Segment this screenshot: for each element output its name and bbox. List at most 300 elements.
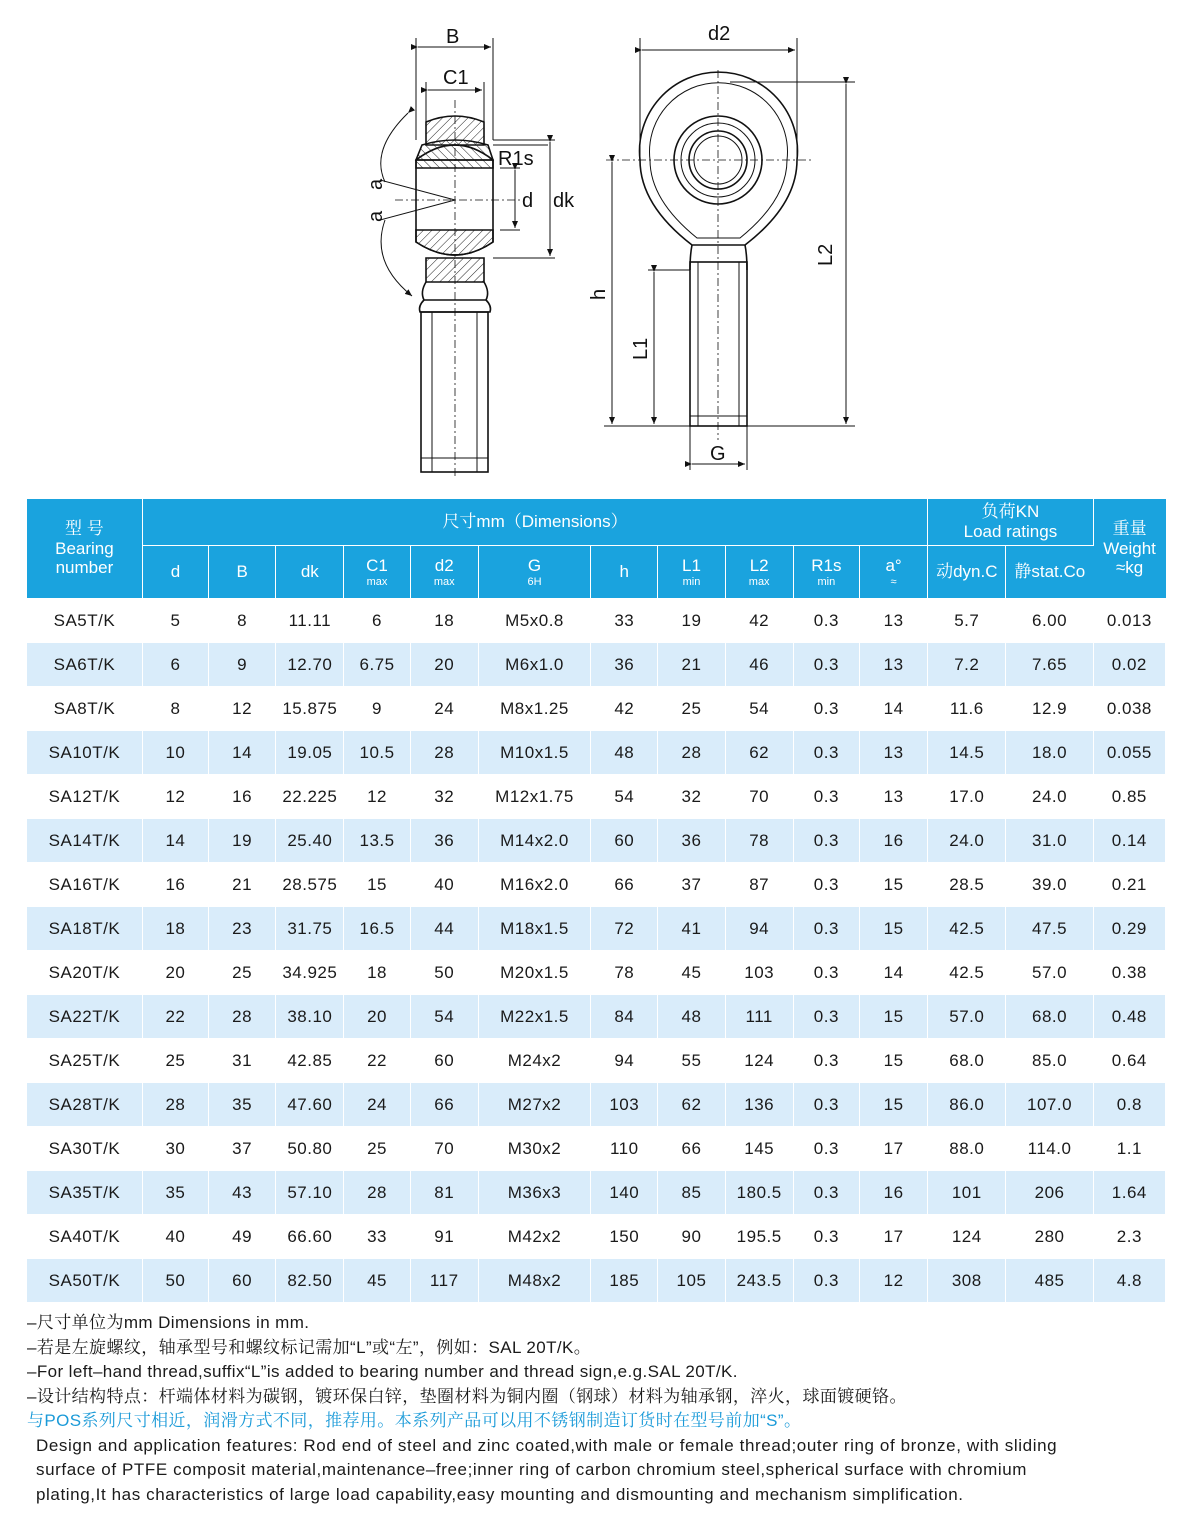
table-cell: 37 [658,863,725,907]
header-col-label: B [236,562,248,582]
table-cell: 13 [859,775,927,819]
cell-model: SA5T/K [27,599,142,643]
table-cell: 0.055 [1093,731,1165,775]
table-cell: 0.013 [1093,599,1165,643]
table-cell: 14 [859,687,927,731]
table-cell: 145 [725,1127,793,1171]
table-cell: 105 [658,1259,725,1303]
table-cell: 45 [344,1259,410,1303]
table-cell: 12 [859,1259,927,1303]
table-cell: M48x2 [478,1259,590,1303]
cell-model: SA35T/K [27,1171,142,1215]
table-cell: 10.5 [344,731,410,775]
header-col-sub: 6H [527,575,542,588]
header-col-5 [478,546,590,599]
table-cell: 94 [725,907,793,951]
table-cell: 101 [928,1171,1006,1215]
table-cell: 34.925 [276,951,344,995]
table-cell: 10 [142,731,208,775]
table-cell: 50.80 [276,1127,344,1171]
table-cell: 111 [725,995,793,1039]
table-cell: 107.0 [1006,1083,1093,1127]
table-cell: 0.14 [1093,819,1165,863]
table-cell: 4.8 [1093,1259,1165,1303]
table-cell: 37 [209,1127,276,1171]
table-cell: 23 [209,907,276,951]
table-cell: 85.0 [1006,1039,1093,1083]
table-cell: 66 [410,1083,478,1127]
technical-drawing [0,0,1200,490]
table-cell: 17 [859,1215,927,1259]
table-cell: 24 [344,1083,410,1127]
table-cell: 140 [591,1171,658,1215]
table-cell: 11.11 [276,599,344,643]
table-cell: 81 [410,1171,478,1215]
table-cell: 40 [142,1215,208,1259]
table-cell: 24.0 [1006,775,1093,819]
note-pos-series: 与POS系列尺寸相近，润滑方式不同，推荐用。本系列产品可以用不锈钢制造订货时在型号前加“S”。 [27,1411,802,1430]
table-cell: 17.0 [928,775,1006,819]
table-cell: 50 [142,1259,208,1303]
cell-model: SA50T/K [27,1259,142,1303]
table-cell: M42x2 [478,1215,590,1259]
table-cell: 25 [658,687,725,731]
table-cell: 39.0 [1006,863,1093,907]
table-cell: 70 [410,1127,478,1171]
note-design-en-3: plating,It has characteristics of large load capability,easy mounting and dismounting and mechanism simplification. [36,1484,964,1504]
table-cell: 57.0 [928,995,1006,1039]
table-cell: 62 [725,731,793,775]
table-cell: 5 [142,599,208,643]
label-L1: L1 [630,337,652,360]
label-d: d [522,190,534,212]
cell-model: SA18T/K [27,907,142,951]
table-cell: 124 [725,1039,793,1083]
table-row [27,819,1166,863]
label-h: h [588,288,610,300]
table-cell: 42.85 [276,1039,344,1083]
table-row [27,995,1166,1039]
table-cell: 6.75 [344,643,410,687]
header-col-label: L2 [749,556,769,576]
table-row [27,643,1166,687]
side-section-view [380,38,555,478]
table-cell: M18x1.5 [478,907,590,951]
table-cell: 84 [591,995,658,1039]
table-cell: 15 [859,863,927,907]
label-d2: d2 [708,23,731,45]
table-cell: 91 [410,1215,478,1259]
table-cell: 48 [658,995,725,1039]
table-cell: 17 [859,1127,927,1171]
table-cell: 12.9 [1006,687,1093,731]
note-left-hand-cn: –若是左旋螺纹，轴承型号和螺纹标记需加“L”或“左”，例如：SAL 20T/K。 [27,1337,592,1357]
note-design-en-1: Design and application features: Rod end of steel and zinc coated,with male or female thread;outer ring of bronze, with sliding [36,1435,1058,1455]
table-cell: 16.5 [344,907,410,951]
label-L2: L2 [815,243,837,266]
header-col-2 [276,546,344,599]
note-design-en-2: surface of PTFE composit material,maintenance–free;inner ring of carbon chromium steel,spherical surface with chromium [36,1460,1028,1479]
table-cell: 36 [591,643,658,687]
table-cell: 68.0 [928,1039,1006,1083]
notes-section [27,1311,1177,1507]
table-row [27,907,1166,951]
table-cell: 18 [344,951,410,995]
table-cell: 40 [410,863,478,907]
header-col-label: a° [885,556,902,576]
table-cell: 18.0 [1006,731,1093,775]
header-model [27,499,142,599]
table-row [27,599,1166,643]
cell-model: SA8T/K [27,687,142,731]
table-row [27,1171,1166,1215]
table-cell: 20 [344,995,410,1039]
table-cell: 0.3 [793,1171,859,1215]
table-cell: 25 [142,1039,208,1083]
table-cell: 32 [410,775,478,819]
table-cell: 44 [410,907,478,951]
table-cell: 308 [928,1259,1006,1303]
header-col-label: R1s [811,556,842,576]
table-cell: 0.038 [1093,687,1165,731]
table-cell: 60 [591,819,658,863]
table-cell: 19.05 [276,731,344,775]
table-body [27,599,1166,1303]
table-cell: 35 [142,1171,208,1215]
header-col-10 [859,546,927,599]
table-cell: 15 [859,1039,927,1083]
label-G: G [710,443,726,465]
cell-model: SA6T/K [27,643,142,687]
table-cell: 60 [410,1039,478,1083]
table-cell: 15 [344,863,410,907]
table-cell: 0.3 [793,687,859,731]
table-cell: 1.1 [1093,1127,1165,1171]
table-cell: 0.21 [1093,863,1165,907]
table-cell: 12 [209,687,276,731]
table-cell: 280 [1006,1215,1093,1259]
table-cell: 12 [142,775,208,819]
header-col-0 [142,546,208,599]
table-cell: 28 [209,995,276,1039]
table-cell: 47.60 [276,1083,344,1127]
table-cell: 16 [209,775,276,819]
table-cell: 485 [1006,1259,1093,1303]
table-cell: 22.225 [276,775,344,819]
table-cell: 6 [142,643,208,687]
table-cell: 20 [142,951,208,995]
table-cell: 0.38 [1093,951,1165,995]
header-col-1 [209,546,276,599]
table-cell: 82.50 [276,1259,344,1303]
header-col-sub: max [433,575,455,588]
header-col-sub: min [682,575,701,588]
table-cell: 0.3 [793,1127,859,1171]
table-cell: 57.10 [276,1171,344,1215]
table-cell: 42 [725,599,793,643]
front-view-labels [588,23,837,465]
table-cell: 72 [591,907,658,951]
label-dk: dk [553,190,575,212]
cell-model: SA22T/K [27,995,142,1039]
table-header-row-2 [27,546,1166,599]
table-cell: 78 [591,951,658,995]
header-col-sub: min [817,575,836,588]
table-cell: 33 [591,599,658,643]
table-cell: 206 [1006,1171,1093,1215]
header-model-en1: Bearing [55,538,114,558]
header-col-label: L1 [682,556,701,576]
table-cell: 0.48 [1093,995,1165,1039]
table-cell: 24 [410,687,478,731]
label-C1: C1 [443,67,469,89]
header-dimensions: 尺寸mm（Dimensions） [142,499,927,546]
header-load [928,499,1094,546]
table-cell: 14 [209,731,276,775]
table-cell: M36x3 [478,1171,590,1215]
table-cell: 9 [209,643,276,687]
table-cell: 110 [591,1127,658,1171]
header-col-label: d [170,562,181,582]
table-cell: 0.29 [1093,907,1165,951]
table-cell: 22 [142,995,208,1039]
table-cell: 36 [410,819,478,863]
table-cell: 66 [591,863,658,907]
table-cell: 12 [344,775,410,819]
table-cell: 13 [859,731,927,775]
table-cell: 13.5 [344,819,410,863]
header-col-7 [658,546,725,599]
table-cell: 180.5 [725,1171,793,1215]
header-col-9 [793,546,859,599]
table-cell: 41 [658,907,725,951]
table-cell: 103 [591,1083,658,1127]
cell-model: SA12T/K [27,775,142,819]
header-col-3 [344,546,410,599]
table-cell: M10x1.5 [478,731,590,775]
cell-model: SA16T/K [27,863,142,907]
table-cell: 36 [658,819,725,863]
table-cell: 13 [859,599,927,643]
table-cell: 86.0 [928,1083,1006,1127]
table-cell: 45 [658,951,725,995]
table-cell: 136 [725,1083,793,1127]
table-cell: 0.8 [1093,1083,1165,1127]
header-col-label: dk [300,562,319,582]
table-row [27,775,1166,819]
table-cell: 9 [344,687,410,731]
table-cell: 62 [658,1083,725,1127]
table-cell: 31 [209,1039,276,1083]
table-cell: 42.5 [928,907,1006,951]
cell-model: SA40T/K [27,1215,142,1259]
table-cell: M6x1.0 [478,643,590,687]
table-cell: 18 [410,599,478,643]
table-cell: 38.10 [276,995,344,1039]
table-cell: 13 [859,643,927,687]
table-cell: 50 [410,951,478,995]
table-cell: 0.3 [793,1039,859,1083]
table-cell: 15.875 [276,687,344,731]
table-cell: 7.65 [1006,643,1093,687]
table-cell: 14.5 [928,731,1006,775]
header-col-11 [928,546,1006,599]
table-cell: 124 [928,1215,1006,1259]
table-cell: 243.5 [725,1259,793,1303]
table-cell: 11.6 [928,687,1006,731]
table-cell: M8x1.25 [478,687,590,731]
table-cell: 33 [344,1215,410,1259]
header-col-label: h [619,562,629,582]
table-cell: 0.85 [1093,775,1165,819]
table-row [27,1127,1166,1171]
table-cell: 12.70 [276,643,344,687]
table-cell: 5.7 [928,599,1006,643]
note-left-hand-en: –For left–hand thread,suffix“L”is added to bearing number and thread sign,e.g.SAL 20T/K. [27,1362,738,1381]
header-load-cn: 负荷KN [981,502,1040,522]
table-cell: 0.3 [793,731,859,775]
table-cell: 35 [209,1083,276,1127]
table-cell: 1.64 [1093,1171,1165,1215]
header-col-label: 静stat.Co [1014,562,1086,582]
table-cell: 19 [209,819,276,863]
header-col-label: G [527,556,542,576]
cell-model: SA14T/K [27,819,142,863]
table-cell: 15 [859,995,927,1039]
table-cell: M30x2 [478,1127,590,1171]
table-cell: 21 [209,863,276,907]
table-cell: 31.75 [276,907,344,951]
table-row [27,1039,1166,1083]
table-cell: 0.3 [793,643,859,687]
table-cell: 90 [658,1215,725,1259]
header-col-6 [591,546,658,599]
table-cell: M5x0.8 [478,599,590,643]
table-cell: M12x1.75 [478,775,590,819]
table-cell: 103 [725,951,793,995]
table-cell: 28 [658,731,725,775]
table-cell: 24.0 [928,819,1006,863]
table-cell: 66 [658,1127,725,1171]
table-cell: 78 [725,819,793,863]
header-col-sub: ≈ [890,575,897,588]
table-cell: 46 [725,643,793,687]
table-cell: 28.575 [276,863,344,907]
table-cell: 6.00 [1006,599,1093,643]
label-a-upper: a [365,178,387,190]
table-cell: 0.3 [793,951,859,995]
note-design-cn: –设计结构特点：杆端体材料为碳钢，镀环保白锌，垫圈材料为铜内圈（钢球）材料为轴承钢，淬火，球面镀硬铬。 [27,1386,907,1406]
table-cell: 25 [344,1127,410,1171]
cell-model: SA30T/K [27,1127,142,1171]
table-cell: 25.40 [276,819,344,863]
label-R1s: R1s [498,148,534,170]
table-cell: 31.0 [1006,819,1093,863]
header-col-label: d2 [434,556,454,576]
header-col-sub: max [366,575,388,588]
header-col-label: 动dyn.C [936,562,998,582]
table-cell: 16 [859,1171,927,1215]
table-row [27,687,1166,731]
table-cell: 30 [142,1127,208,1171]
table-cell: 14 [859,951,927,995]
dimensions-table [27,499,1166,1303]
table-cell: 114.0 [1006,1127,1093,1171]
table-cell: 8 [142,687,208,731]
table-cell: 94 [591,1039,658,1083]
table-cell: 16 [859,819,927,863]
table-cell: 0.3 [793,599,859,643]
table-cell: 55 [658,1039,725,1083]
table-cell: 49 [209,1215,276,1259]
header-col-4 [410,546,478,599]
table-cell: 85 [658,1171,725,1215]
table-cell: 0.3 [793,1215,859,1259]
table-cell: 28 [142,1083,208,1127]
table-cell: 0.3 [793,907,859,951]
table-cell: 0.3 [793,775,859,819]
cell-model: SA25T/K [27,1039,142,1083]
table-header-row-1 [27,499,1166,546]
header-model-en2: number [55,558,114,578]
table-row [27,1259,1166,1303]
table-cell: 185 [591,1259,658,1303]
table-cell: 54 [591,775,658,819]
table-cell: 48 [591,731,658,775]
label-a-lower: a [365,210,387,222]
table-cell: M22x1.5 [478,995,590,1039]
table-cell: M16x2.0 [478,863,590,907]
header-load-en: Load ratings [963,522,1058,541]
table-cell: 0.3 [793,1259,859,1303]
table-cell: 18 [142,907,208,951]
table-cell: 68.0 [1006,995,1093,1039]
header-col-12 [1006,546,1093,599]
table-cell: 15 [859,1083,927,1127]
table-cell: 150 [591,1215,658,1259]
table-cell: 21 [658,643,725,687]
table-cell: M20x1.5 [478,951,590,995]
table-cell: 57.0 [1006,951,1093,995]
table-cell: 66.60 [276,1215,344,1259]
header-col-label: C1 [366,556,388,576]
table-cell: 195.5 [725,1215,793,1259]
table-cell: 28 [410,731,478,775]
table-cell: 16 [142,863,208,907]
table-cell: 15 [859,907,927,951]
header-model-cn: 型 号 [65,519,104,539]
table-cell: 42 [591,687,658,731]
header-weight-cn: 重量 [1112,519,1147,539]
table-cell: 70 [725,775,793,819]
table-cell: 87 [725,863,793,907]
table-cell: 32 [658,775,725,819]
table-cell: 0.02 [1093,643,1165,687]
table-row [27,1083,1166,1127]
table-cell: 54 [725,687,793,731]
table-cell: 117 [410,1259,478,1303]
table-cell: 20 [410,643,478,687]
header-col-sub: max [748,575,770,588]
table-cell: 28 [344,1171,410,1215]
table-row [27,1215,1166,1259]
table-cell: 43 [209,1171,276,1215]
table-cell: 7.2 [928,643,1006,687]
table-cell: 22 [344,1039,410,1083]
cell-model: SA10T/K [27,731,142,775]
table-cell: 14 [142,819,208,863]
table-cell: 19 [658,599,725,643]
